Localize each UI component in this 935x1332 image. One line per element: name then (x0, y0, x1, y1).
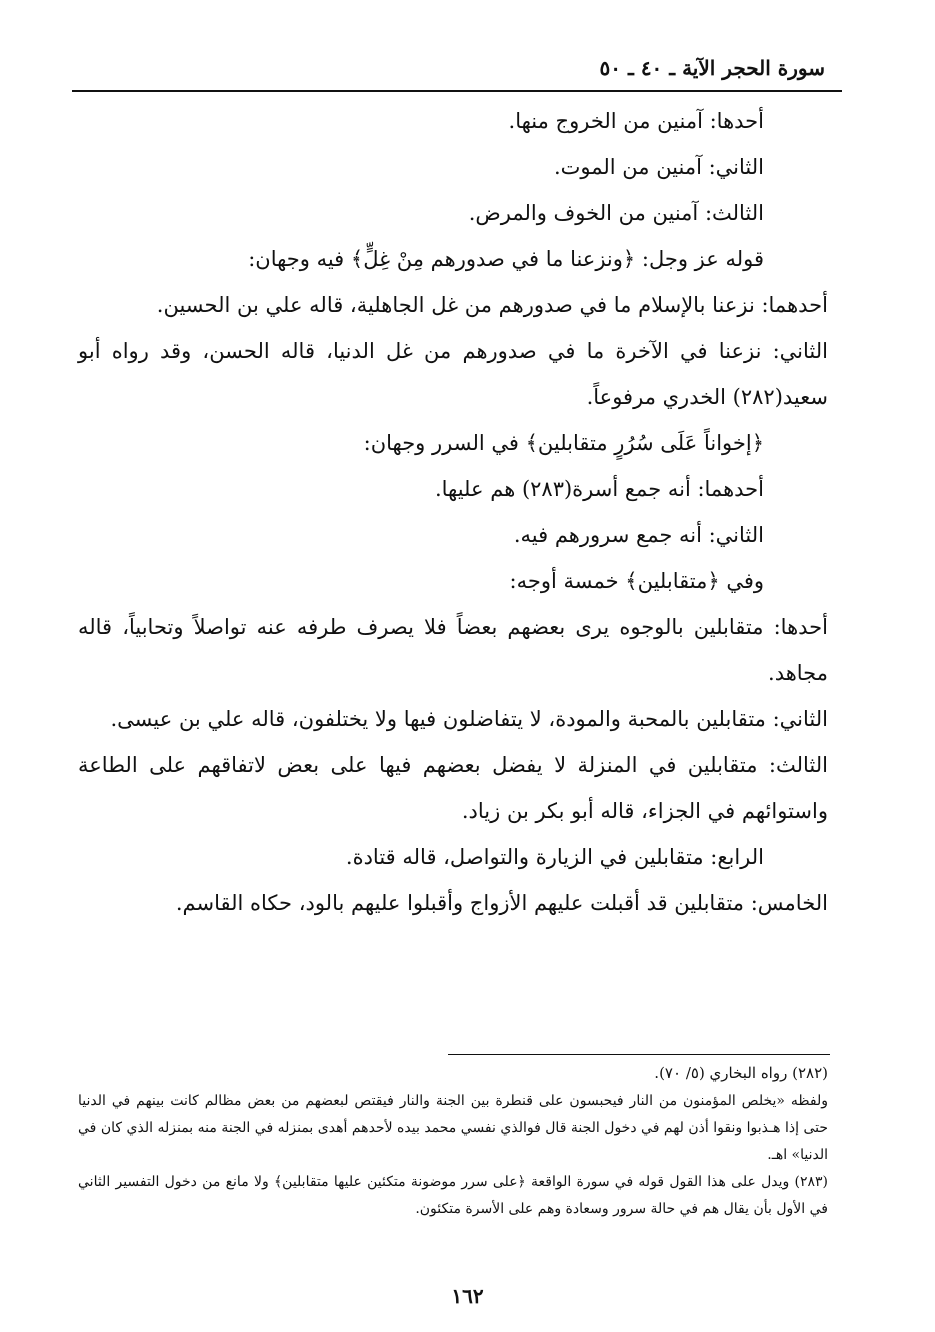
paragraph: الثالث: متقابلين في المنزلة لا يفضل بعضهم فيها على بعض لاتفاقهم على الطاعة واستوائهم في الجزاء، قاله أبو بكر بن زياد. (78, 753, 828, 823)
paragraph: قوله عز وجل: ﴿ونزعنا ما في صدورهم مِنْ غِلٍّ﴾ فيه وجهان: (248, 247, 764, 271)
running-header: سورة الحجر الآية ـ ٤٠ ـ ٥٠ (599, 56, 825, 80)
paragraph: الثاني: آمنين من الموت. (553, 155, 764, 179)
paragraph: الثاني: أنه جمع سرورهم فيه. (513, 523, 764, 547)
paragraph: ﴿إخواناً عَلَى سُرُرٍ متقابلين﴾ في السرر وجهان: (363, 431, 764, 455)
main-text (78, 98, 828, 926)
footnote: (٢٨٢) رواه البخاري (٥/ ٧٠). (654, 1064, 828, 1082)
paragraph: الخامس: متقابلين قد أقبلت عليهم الأزواج وأقبلوا عليهم بالود، حكاه القاسم. (175, 891, 828, 915)
paragraph: الرابع: متقابلين في الزيارة والتواصل، قاله قتادة. (345, 845, 764, 869)
header-rule (72, 90, 842, 92)
paragraph: الثالث: آمنين من الخوف والمرض. (468, 201, 764, 225)
page-number: ١٦٢ (451, 1284, 484, 1308)
paragraph: الثاني: متقابلين بالمحبة والمودة، لا يتفاضلون فيها ولا يختلفون، قاله علي بن عيسى. (110, 707, 828, 731)
paragraph: أحدها: متقابلين بالوجوه يرى بعضهم بعضاً فلا يصرف طرفه عنه تواصلاً وتحابياً، قاله مجاهد. (78, 615, 828, 685)
footnotes (78, 1058, 828, 1223)
paragraph: وفي ﴿متقابلين﴾ خمسة أوجه: (509, 569, 764, 593)
footnote: ولفظه «يخلص المؤمنون من النار فيحبسون على قنطرة بين الجنة والنار فيقتص لبعضهم من بعض مظالم كانت بينهم في الدنيا حتى إذا هـذبوا ونقوا أذن لهم في دخول الجنة قال فوالذي نفسي محمد بيده لأحدهم أهدى بمنزله في الجنة منه بمنزله الذي كان في الدنيا» اهـ. (78, 1093, 828, 1163)
paragraph: الثاني: نزعنا في الآخرة ما في صدورهم من غل الدنيا، قاله الحسن، وقد رواه أبو سعيد(٢٨٢) الخدري مرفوعاً. (78, 339, 828, 409)
paragraph: أحدهما: أنه جمع أسرة(٢٨٣) هم عليها. (434, 477, 764, 501)
footnote-rule (448, 1054, 830, 1055)
paragraph: أحدهما: نزعنا بالإسلام ما في صدورهم من غل الجاهلية، قاله علي بن الحسين. (156, 293, 828, 317)
footnote: (٢٨٣) ويدل على هذا القول قوله في سورة الواقعة ﴿على سرر موضونة متكئين عليها متقابلين﴾ ولا مانع من دخول التفسير الثاني في الأول بأن يقال هم في حالة سرور وسعادة وهم على الأسرة متكئون. (78, 1174, 828, 1217)
paragraph: أحدها: آمنين من الخروج منها. (508, 109, 764, 133)
